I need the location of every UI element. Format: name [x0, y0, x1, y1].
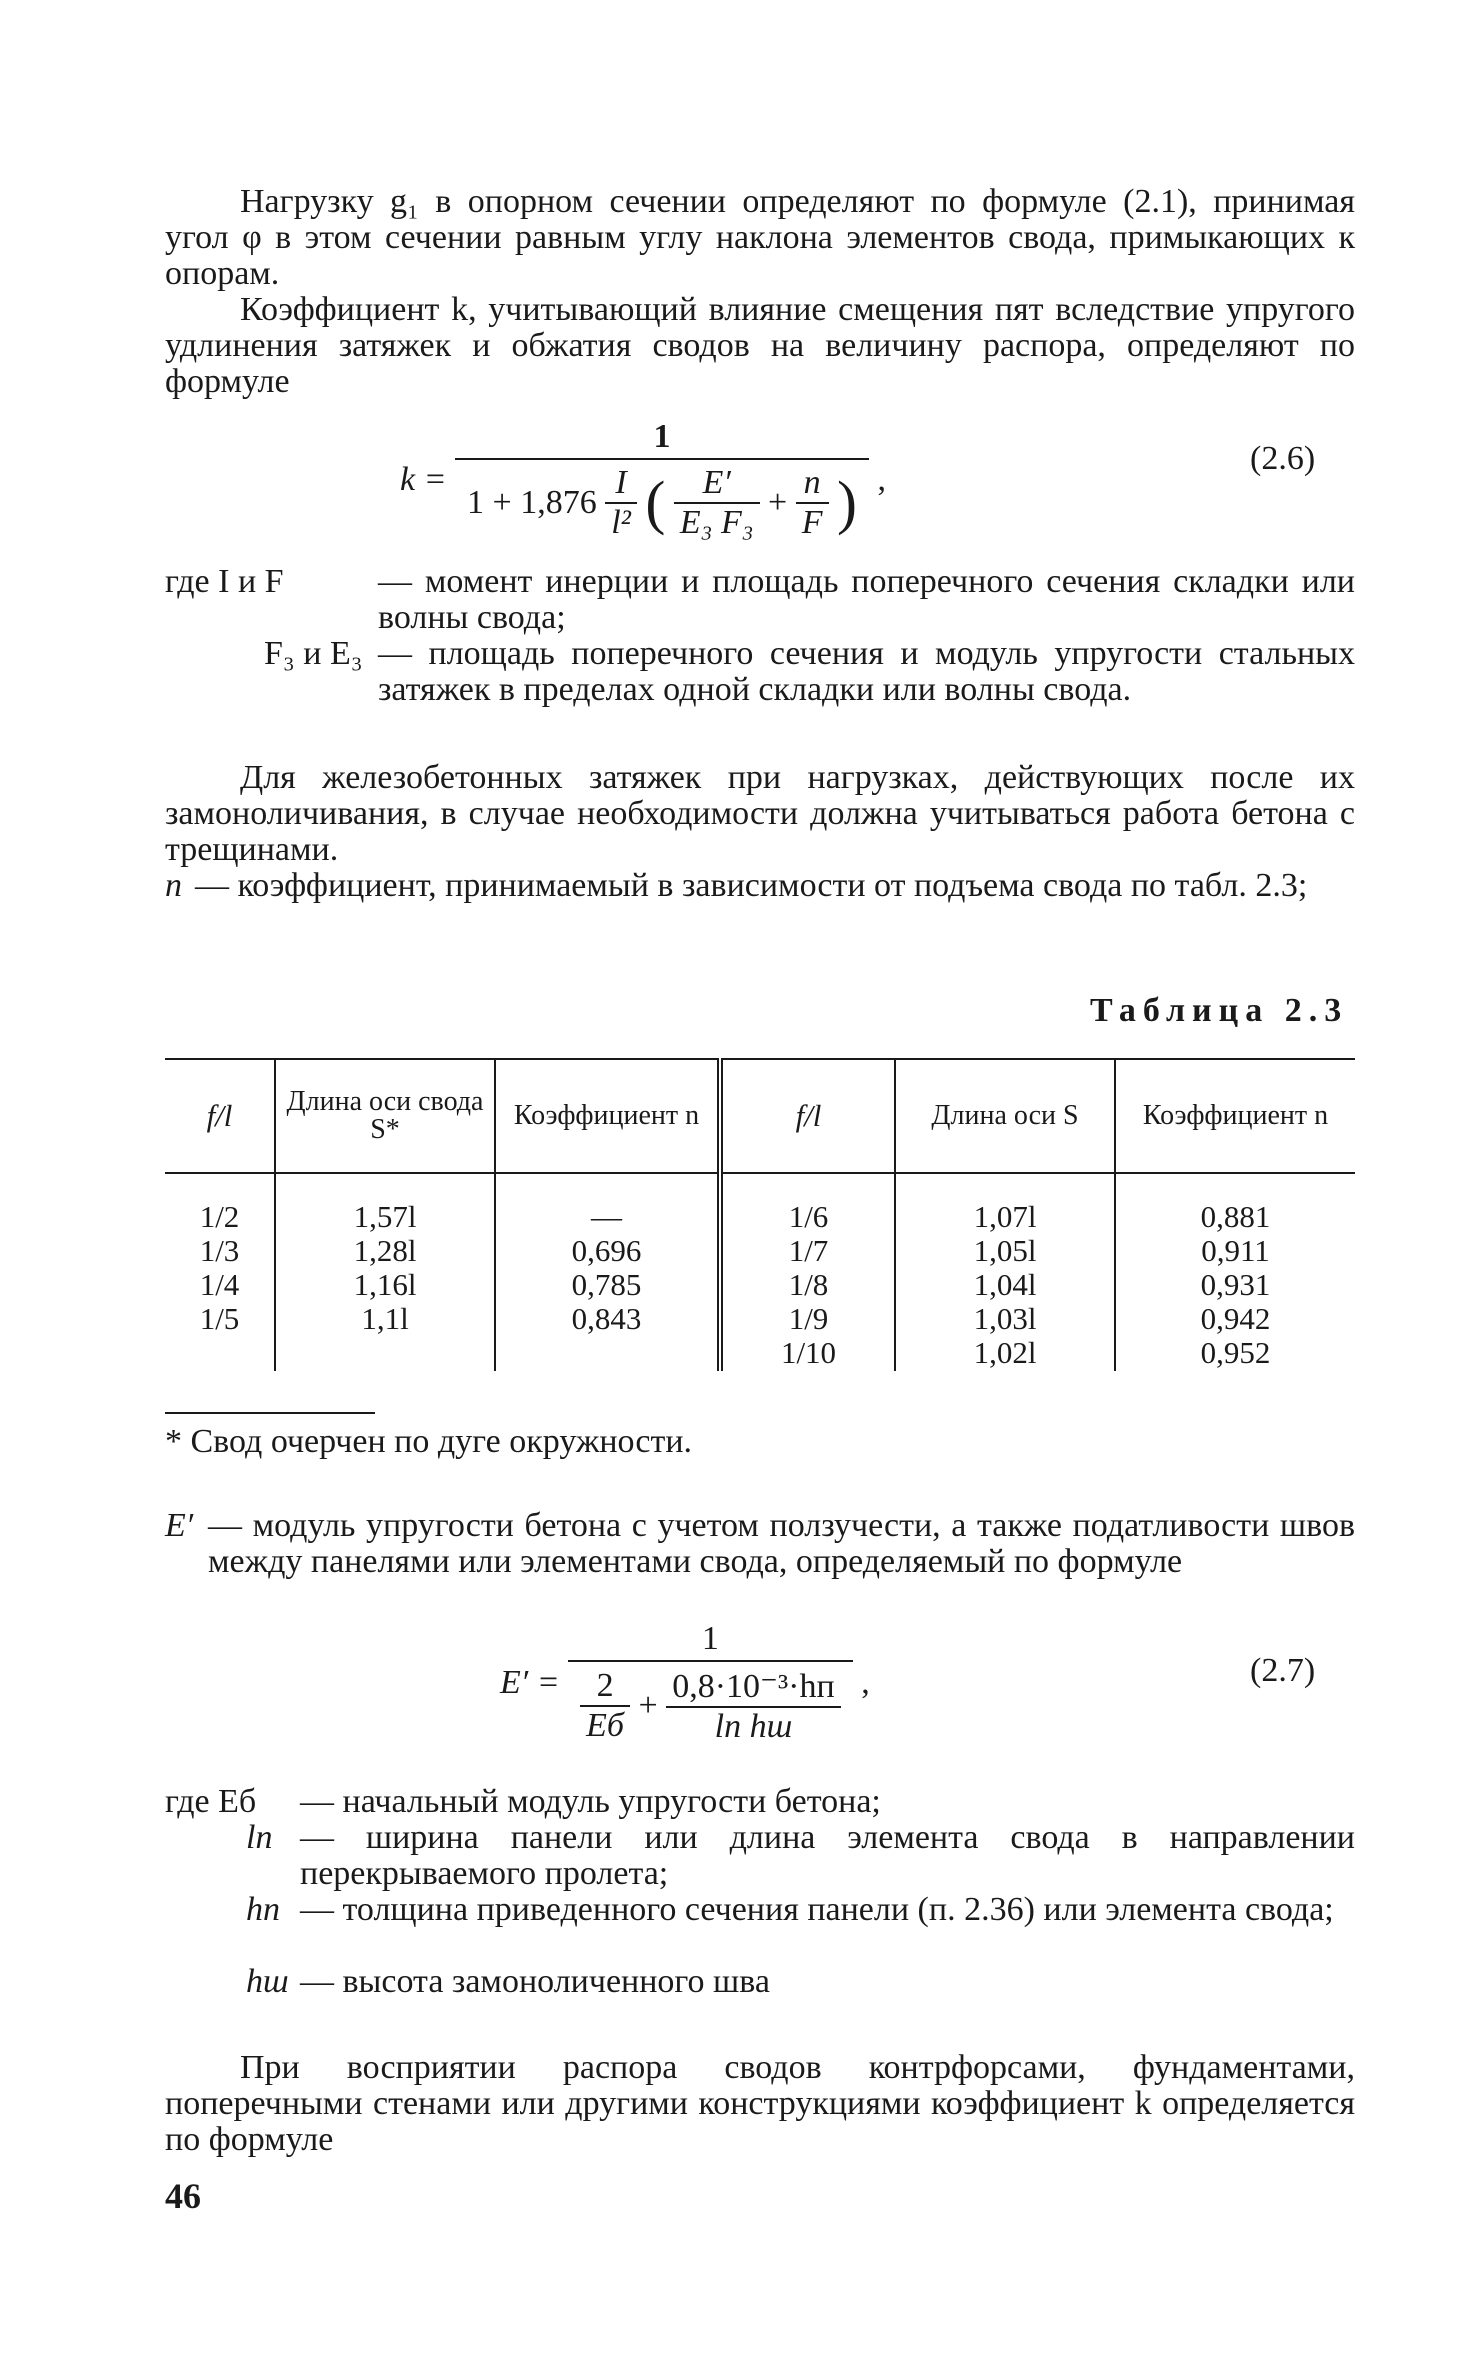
- left-paren: (: [645, 469, 666, 536]
- col-length-2: 1,07l 1,05l 1,04l 1,03l 1,02l: [895, 1173, 1115, 1371]
- frac-l2: l²: [605, 502, 637, 542]
- table-caption: Таблица 2.3: [1090, 992, 1349, 1029]
- formula-2-6-lhs: k =: [400, 461, 447, 498]
- formula-2-6-Eprime-over-E3F3: [674, 464, 760, 542]
- frac-n: n: [803, 464, 821, 501]
- plus-sign: +: [768, 484, 788, 521]
- formula-2-6-comma: ,: [877, 461, 886, 498]
- formula-2-6-den-prefix: 1 + 1,876: [467, 484, 597, 521]
- n-term: n: [165, 867, 182, 904]
- col-coef-2: 0,881 0,911 0,931 0,942 0,952: [1115, 1173, 1355, 1371]
- formula-2-7-second-fraction: [666, 1666, 840, 1746]
- where-term-hp: hп: [246, 1891, 280, 1928]
- formula-2-7-fraction: [568, 1620, 853, 1746]
- frac-Eb: Eб: [580, 1705, 630, 1745]
- formula-2-7-numerator: 1: [701, 1620, 719, 1657]
- th-length-S-star: Длина оси свода S*: [275, 1059, 495, 1173]
- frac-two: 2: [596, 1667, 614, 1704]
- table-footnote: * Свод очерчен по дуге окружности.: [165, 1423, 693, 1460]
- footnote-rule: [165, 1412, 375, 1414]
- frac-E3F3: E₃ F₃: [674, 502, 760, 542]
- table-2-3: [165, 1058, 1355, 1371]
- page-number: 46: [165, 2176, 201, 2216]
- where-term-F3-E3: F₃ и E₃: [264, 635, 363, 672]
- frac-num2: 0,8·10⁻³·hп: [672, 1668, 835, 1705]
- paragraph-load-g1: Нагрузку g₁ в опорном сечении определяют по формуле (2.1), принимая угол φ в этом сечении равным углу наклона элементов свода, примыкающих к опорам.: [165, 183, 1355, 292]
- th-coefficient-n-2: Коэффициент n: [1115, 1059, 1355, 1173]
- frac-I: I: [615, 464, 627, 501]
- frac-F: F: [796, 502, 829, 542]
- formula-2-7: [500, 1620, 870, 1746]
- formula-2-6: [400, 418, 886, 542]
- right-paren: ): [837, 469, 857, 536]
- formula-2-6-denominator: [455, 458, 869, 542]
- formula-2-6-I-over-l2: [605, 464, 637, 542]
- e-prime-definition: — модуль упругости бетона с учетом ползучести, а также податливости швов между панелями или элементами свода, определяемый по формуле: [208, 1507, 1355, 1580]
- col-fl-1: 1/2 1/3 1/4 1/5: [199, 1199, 240, 1336]
- th-coefficient-n-1: Коэффициент n: [495, 1059, 720, 1173]
- where-def-Eb: — начальный модуль упругости бетона;: [300, 1783, 881, 1820]
- where-def-hp: — толщина приведенного сечения панели (п. 2.36) или элемента свода;: [300, 1891, 1334, 1928]
- frac-den2: lп hш: [666, 1706, 840, 1746]
- where-term-hsh: hш: [246, 1963, 289, 2000]
- paragraph-coefficient-k: Коэффициент k, учитывающий влияние смещения пят вследствие упругого удлинения затяжек и обжатия сводов на величину распора, определяют по формуле: [165, 291, 1355, 400]
- equation-number-2-7: (2.7): [1250, 1652, 1316, 1689]
- where-def-I-F: — момент инерции и площадь поперечного сечения складки или волны свода;: [378, 563, 1355, 636]
- paragraph-rc-ties: Для железобетонных затяжек при нагрузках, действующих после их замоноличивания, в случае необходимости должна учитываться работа бетона с трещинами.: [165, 759, 1355, 868]
- where-def-F3-E3: — площадь поперечного сечения и модуль упругости стальных затяжек в пределах одной складки или волны свода.: [378, 635, 1355, 708]
- formula-2-6-numerator: 1: [653, 418, 671, 455]
- col-length-1: 1,57l 1,28l 1,16l 1,1l: [275, 1173, 495, 1371]
- formula-2-7-denominator: [568, 1660, 853, 1746]
- formula-2-7-comma: ,: [861, 1664, 870, 1701]
- where-term-lp: lп: [246, 1819, 273, 1856]
- formula-2-6-n-over-F: [796, 464, 829, 542]
- n-definition: — коэффициент, принимаемый в зависимости от подъема свода по табл. 2.3;: [195, 867, 1308, 904]
- formula-2-6-fraction: [455, 418, 869, 542]
- where-term-Eb: где Eб: [165, 1783, 257, 1820]
- col-fl-2: 1/6 1/7 1/8 1/9 1/10: [720, 1173, 895, 1371]
- where-def-lp: — ширина панели или длина элемента свода в направлении перекрываемого пролета;: [300, 1819, 1355, 1892]
- th-length-S: Длина оси S: [895, 1059, 1115, 1173]
- e-prime-term: E′: [165, 1507, 194, 1544]
- frac-Eprime: E′: [702, 464, 731, 501]
- th-fl-2: f/l: [720, 1059, 895, 1173]
- formula-2-7-two-over-Eb: [580, 1667, 630, 1745]
- paragraph-thrust: При восприятии распора сводов контрфорсами, фундаментами, поперечными стенами или другими конструкциями коэффициент k определяется по формуле: [165, 2049, 1355, 2158]
- equation-number-2-6: (2.6): [1250, 440, 1316, 477]
- plus-sign-2-7: +: [638, 1687, 658, 1724]
- th-fl-1: f/l: [165, 1059, 275, 1173]
- where-def-hsh: — высота замоноличенного шва: [300, 1963, 770, 2000]
- where-term-I-F: где I и F: [165, 563, 284, 600]
- formula-2-7-lhs: E′ =: [500, 1664, 560, 1701]
- col-coef-1: — 0,696 0,785 0,843: [495, 1173, 720, 1371]
